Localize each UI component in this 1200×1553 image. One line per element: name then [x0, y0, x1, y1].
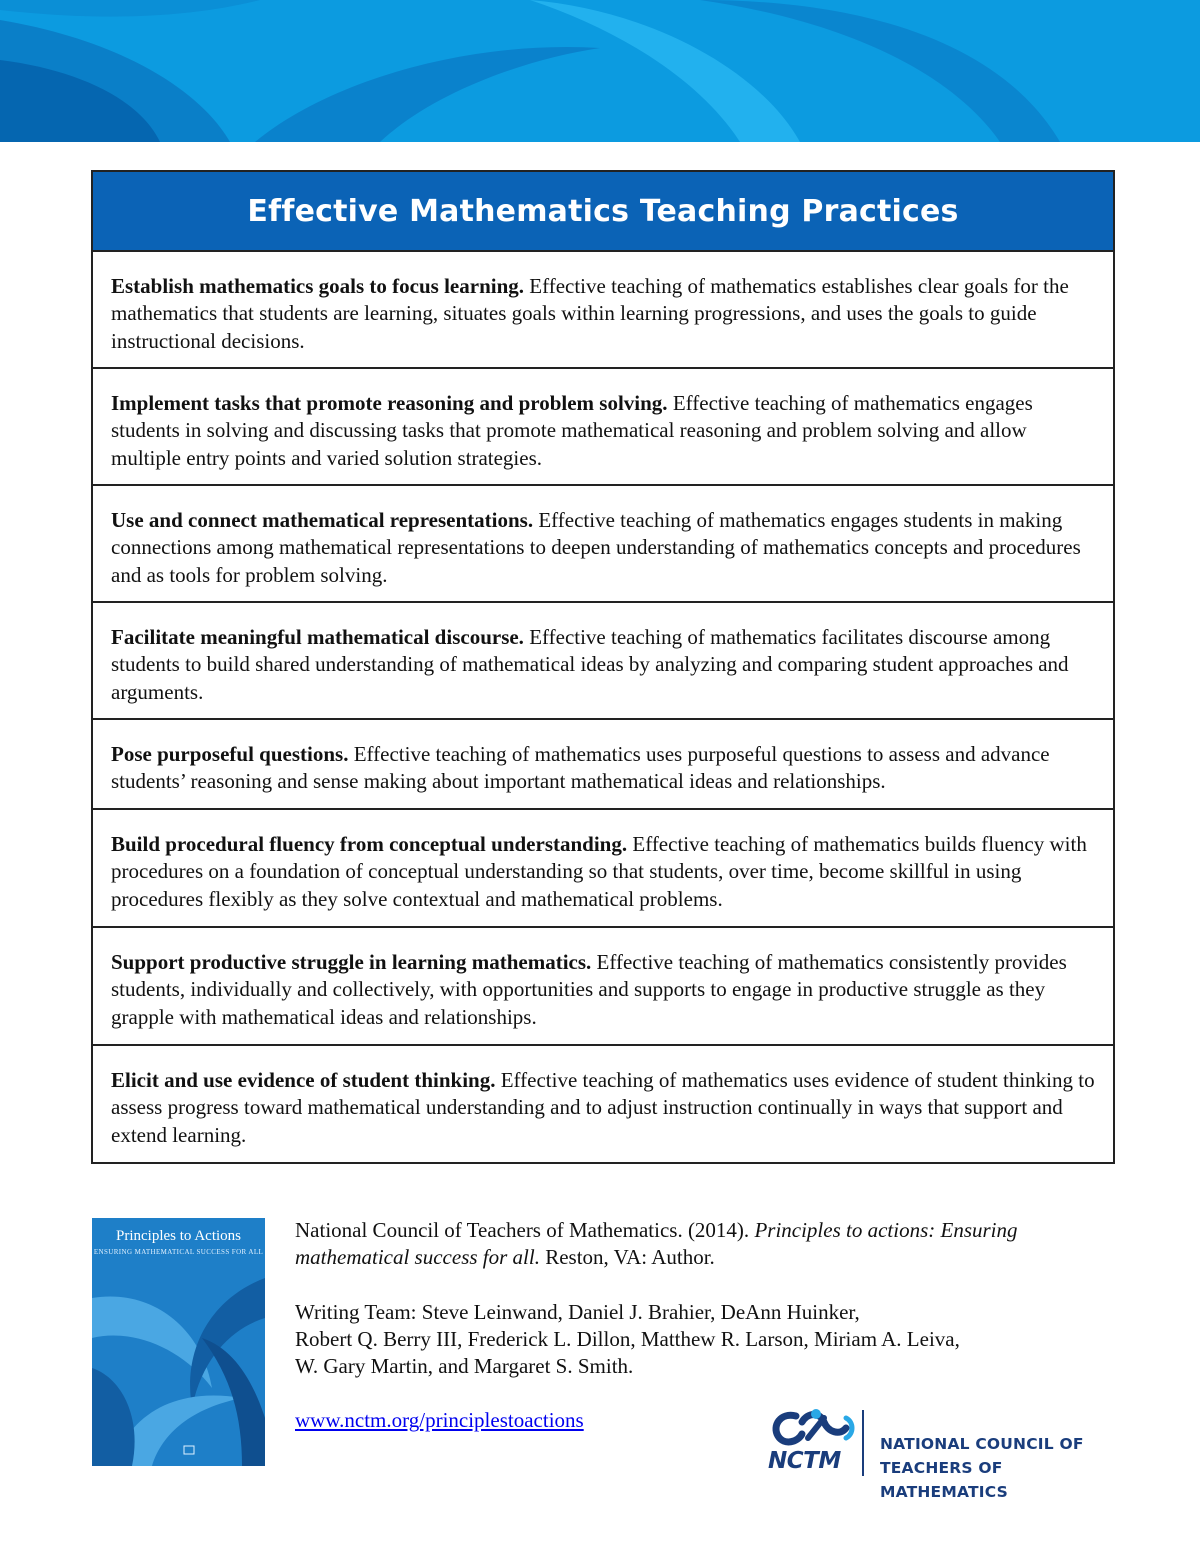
practices-table: [91, 170, 1115, 1164]
book-subtitle: ENSURING MATHEMATICAL SUCCESS FOR ALL: [93, 1248, 264, 1256]
practices-header: [93, 172, 1113, 252]
practice-row: [93, 369, 1113, 486]
practice-row: [93, 928, 1113, 1046]
citation-block: [295, 1217, 1075, 1435]
header-banner: [0, 0, 1200, 142]
logo-organization-name: [880, 1432, 1118, 1504]
logo-abbreviation: NCTM: [768, 1448, 841, 1474]
practice-description: Effective teaching of mathematics uses evidence of student thinking to assess progress toward mathematical understanding and to adjust instruction continually in ways that support and extend learning.: [111, 1068, 1095, 1147]
practice-description: Effective teaching of mathematics consistently provides students, individually and collectively, with opportunities and supports to engage in productive struggle as they grapple with mathematical ideas and relationships.: [111, 950, 1067, 1029]
practice-description: Effective teaching of mathematics facilitates discourse among students to build shared understanding of mathematical ideas by analyzing and comparing student approaches and arguments.: [111, 625, 1069, 704]
book-title: Principles to Actions: [116, 1228, 241, 1244]
practice-row: [93, 810, 1113, 928]
practice-row: [93, 486, 1113, 603]
logo-name-line: TEACHERS OF MATHEMATICS: [880, 1459, 1008, 1501]
reference: [295, 1217, 1075, 1272]
practice-row: [93, 603, 1113, 720]
logo-divider: [862, 1410, 864, 1476]
writing-team-line: Writing Team: Steve Leinwand, Daniel J. Brahier, DeAnn Huinker,: [295, 1299, 860, 1324]
reference-book-title: Principles to actions: Ensuring mathematical success for all.: [295, 1218, 1018, 1270]
practice-row: [93, 720, 1113, 810]
practice-description: Effective teaching of mathematics engages students in making connections among mathematical representations to deepen understanding of mathematics concepts and procedures and as tools for problem solving.: [111, 508, 1081, 587]
writing-team-line: W. Gary Martin, and Margaret S. Smith.: [295, 1354, 634, 1379]
practice-row: [93, 1046, 1113, 1162]
practice-description: Effective teaching of mathematics builds fluency with procedures on a foundation of conceptual understanding so that students, over time, become skillful in using procedures flexibly as they solve contextual and mathematical problems.: [111, 832, 1087, 911]
principles-url-link[interactable]: www.nctm.org/principlestoactions: [295, 1408, 584, 1433]
book-cover-image: [92, 1218, 265, 1466]
practice-title: Support productive struggle in learning mathematics.: [111, 950, 592, 974]
practice-description: Effective teaching of mathematics establishes clear goals for the mathematics that students are learning, situates goals within learning progressions, and uses the goals to guide instructional decisions.: [111, 274, 1069, 353]
practice-title: Build procedural fluency from conceptual understanding.: [111, 832, 628, 856]
practice-description: Effective teaching of mathematics uses purposeful questions to assess and advance students’ reasoning and sense making about important mathematical ideas and relationships.: [111, 742, 1050, 794]
reference-author: National Council of Teachers of Mathematics. (2014).: [295, 1218, 750, 1242]
writing-team-line: Robert Q. Berry III, Frederick L. Dillon, Matthew R. Larson, Miriam A. Leiva,: [295, 1326, 960, 1351]
reference-publisher: Reston, VA: Author.: [545, 1245, 715, 1270]
nctm-infinity-icon: [768, 1408, 858, 1448]
practice-title: Pose purposeful questions.: [111, 742, 349, 766]
practice-title: Use and connect mathematical representations.: [111, 508, 534, 532]
writing-team: [295, 1299, 1075, 1381]
logo-name-line: NATIONAL COUNCIL OF: [880, 1435, 1084, 1453]
practice-description: Effective teaching of mathematics engages students in solving and discussing tasks that promote mathematical reasoning and problem solving and allow multiple entry points and varied solution strategies.: [111, 391, 1033, 470]
practice-title: Implement tasks that promote reasoning and problem solving.: [111, 391, 668, 415]
practices-title: Effective Mathematics Teaching Practices: [247, 193, 959, 229]
practice-title: Elicit and use evidence of student thinking.: [111, 1068, 496, 1092]
practice-row: [93, 252, 1113, 369]
banner-swoosh-graphic: [0, 0, 1200, 142]
practice-title: Facilitate meaningful mathematical discourse.: [111, 625, 524, 649]
practice-title: Establish mathematics goals to focus learning.: [111, 274, 525, 298]
nctm-logo: [768, 1408, 1118, 1501]
